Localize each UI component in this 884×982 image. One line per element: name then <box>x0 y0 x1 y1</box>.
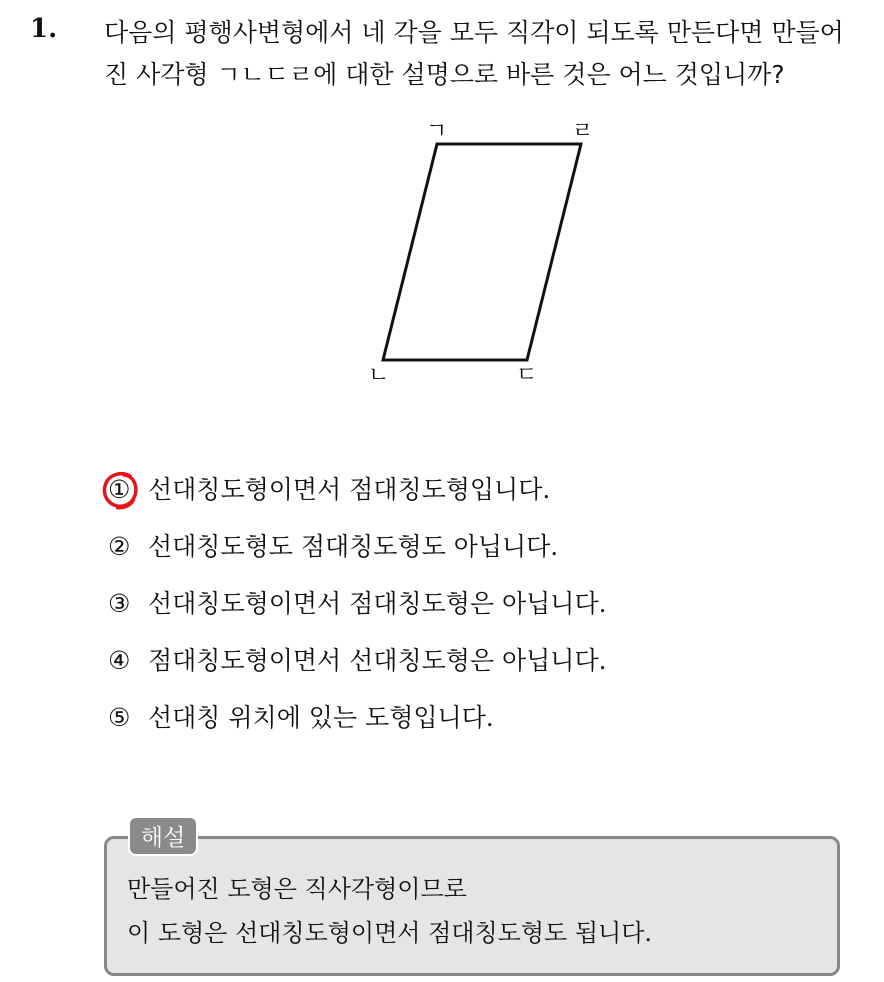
parallelogram-shape <box>383 144 581 360</box>
explanation-line: 이 도형은 선대칭도형이면서 점대칭도형도 됩니다. <box>127 919 653 947</box>
choice-1[interactable] <box>108 468 607 525</box>
parallelogram-figure <box>350 110 630 390</box>
choice-text: 선대칭도형이면서 점대칭도형입니다. <box>148 475 551 504</box>
explanation-tag: 해설 <box>128 816 198 856</box>
choice-text: 선대칭도형이면서 점대칭도형은 아닙니다. <box>148 589 607 618</box>
explanation-box <box>104 836 840 976</box>
vertex-label-bottom-right: ㄷ <box>516 363 538 388</box>
question-line: 진 사각형 ㄱㄴㄷㄹ에 대한 설명으로 바른 것은 어느 것입니까? <box>104 60 785 89</box>
choice-2[interactable] <box>108 525 607 582</box>
choice-number: ④ <box>108 646 131 675</box>
question-line: 다음의 평행사변형에서 네 각을 모두 직각이 되도록 만든다면 만들어 <box>104 18 844 47</box>
choice-number: ② <box>108 532 131 561</box>
parallelogram-diagram <box>350 110 630 390</box>
choice-number: ⑤ <box>108 703 131 732</box>
question-number: 1. <box>30 14 58 44</box>
vertex-label-top-right: ㄹ <box>572 119 594 144</box>
question-text <box>104 12 874 96</box>
choice-number: ① <box>108 475 131 504</box>
choice-text: 점대칭도형이면서 선대칭도형은 아닙니다. <box>148 646 607 675</box>
choice-5[interactable] <box>108 696 607 753</box>
explanation-text <box>127 867 652 955</box>
choice-number: ③ <box>108 589 131 618</box>
answer-choices <box>108 468 607 753</box>
vertex-label-bottom-left: ㄴ <box>368 363 390 388</box>
vertex-label-top-left: ㄱ <box>426 119 448 144</box>
choice-text: 선대칭 위치에 있는 도형입니다. <box>148 703 494 732</box>
choice-3[interactable] <box>108 582 607 639</box>
choice-4[interactable] <box>108 639 607 696</box>
choice-text: 선대칭도형도 점대칭도형도 아닙니다. <box>148 532 559 561</box>
explanation-line: 만들어진 도형은 직사각형이므로 <box>127 875 467 903</box>
